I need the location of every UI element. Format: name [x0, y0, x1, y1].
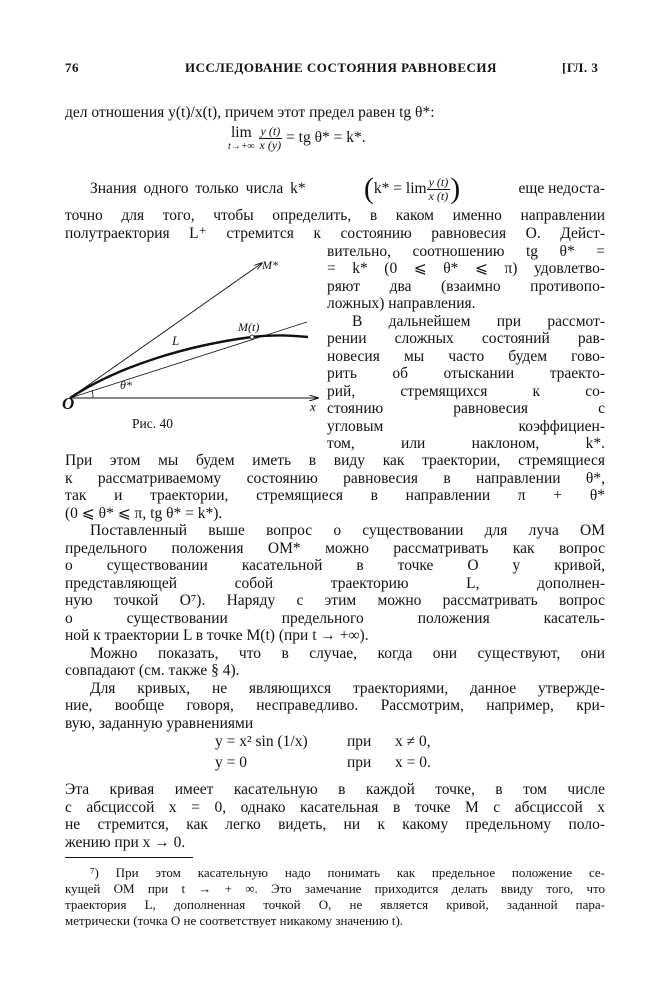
denominator: x (y) — [259, 137, 282, 152]
text-line: В дальнейшем при рассмот- — [352, 312, 605, 330]
text-line: предельного положения OM* можно рассматривать как вопрос — [65, 539, 605, 557]
text: еще недоста- — [518, 180, 605, 197]
paren: ( — [363, 172, 374, 205]
angle-arc — [92, 390, 93, 398]
text-line: о существовании предельного положения касатель- — [65, 609, 605, 627]
text-line: Поставленный выше вопрос о существовании для луча OM — [90, 522, 605, 539]
label-origin: O — [62, 394, 75, 413]
text-line: стоянию равновесия с — [327, 400, 605, 417]
text-line: ряют два (взаимно противопо- — [327, 277, 605, 295]
text-line: рий, стремящихся к со- — [327, 382, 605, 400]
secant-om — [70, 322, 307, 398]
footnote-line: ⁷) При этом касательную надо понимать как предельное положение се- — [90, 865, 605, 880]
text: k* = lim — [373, 180, 427, 197]
equation-word: при — [347, 733, 372, 750]
numerator: y (t) — [260, 123, 281, 138]
label-m-t: M(t) — [238, 320, 260, 334]
lim-text: lim — [230, 124, 252, 141]
trajectory-l — [70, 335, 308, 398]
numerator: y (t) — [428, 174, 449, 189]
lim-subscript: t→+∞ — [228, 141, 255, 152]
text-line: вую, заданную уравнениями — [65, 714, 254, 732]
text-line: ложных) направления. — [327, 295, 476, 312]
running-title: ИССЛЕДОВАНИЕ СОСТОЯНИЯ РАВНОВЕСИЯ — [185, 60, 497, 75]
text-line: = k* (0 ⩽ θ* ⩽ π) удовлетво- — [327, 260, 605, 277]
label-theta: θ* — [120, 378, 132, 392]
paren: ) — [450, 172, 461, 205]
text-line: При этом мы будем иметь в виду как траектории, стремящиеся — [65, 452, 605, 469]
text-line: ной к траектории L в точке M(t) (при t → +∞). — [65, 627, 369, 644]
text-line: представляющей собой траекторию L, дополнен- — [65, 574, 605, 592]
label-m-star: M* — [262, 258, 278, 272]
text-line: ние, вообще говоря, несправедливо. Рассмотрим, например, кри- — [65, 697, 605, 714]
point-mt — [250, 335, 254, 339]
text-line: том, или наклоном, k*. — [327, 435, 605, 452]
text-line: о существовании касательной в точке O у кривой, — [65, 557, 605, 574]
text-line: не стремится, как легко видеть, ни к какому предельному поло- — [65, 816, 605, 833]
text-line: полутраектория L⁺ стремится к состоянию равновесия O. Дейст- — [65, 225, 605, 242]
text-line: угловым коэффициен- — [327, 417, 605, 435]
text-line: рении сложных состояний рав- — [327, 330, 605, 347]
denominator: x (t) — [428, 188, 449, 203]
label-l: L — [172, 333, 180, 348]
page-number: 76 — [65, 60, 79, 75]
text-line: рить об отыскании траекто- — [327, 365, 605, 382]
footnote-line: траектория L, дополненная точкой O, не является кривой, заданной пара- — [65, 897, 605, 912]
text: Знания одного только числа k* — [90, 180, 306, 197]
figure-caption: Рис. 40 — [132, 416, 173, 431]
text-line: ную точкой O⁷). Наряду с этим можно рассматривать вопрос — [65, 592, 605, 609]
text-line: так и траектории, стремящиеся в направлении π + θ* — [65, 487, 605, 504]
text-line: дел отношения y(t)/x(t), причем этот предел равен tg θ*: — [65, 104, 435, 121]
text-line: к рассматриваемому состоянию равновесия в направлении θ*, — [65, 469, 605, 487]
equation-word: при — [347, 754, 372, 771]
footnote-line: кущей OM при t → + ∞. Это замечание приходится делать ввиду того, что — [65, 881, 605, 896]
text-line: вительно, соотношению tg θ* = — [327, 242, 605, 260]
text-line: Можно показать, что в случае, когда они существуют, они — [90, 644, 605, 662]
text-line: совпадают (см. также § 4). — [65, 662, 240, 679]
footnote-line: метрически (точка O не соответствует никакому значению t). — [65, 913, 404, 928]
text-line: жению при x → 0. — [65, 833, 186, 851]
text-line: Для кривых, не являющихся траекториями, данное утвержде- — [90, 679, 605, 697]
label-x: x — [310, 399, 316, 414]
text-line: точно для того, чтобы определить, в каком именно направлении — [65, 207, 605, 224]
equation-lhs: y = x² sin (1/x) — [215, 733, 308, 750]
equation-lhs: y = 0 — [215, 754, 247, 771]
equation-condition: x ≠ 0, — [395, 733, 431, 750]
text-line: Эта кривая имеет касательную в каждой точке, в том числе — [65, 781, 605, 798]
equation-condition: x = 0. — [395, 754, 431, 771]
text-line: с абсциссой x = 0, однако касательная в точке M с абсциссой x — [65, 798, 605, 816]
text-line: новесия мы часто будем гово- — [327, 347, 605, 365]
footnote-rule — [65, 857, 193, 858]
formula-rest: = tg θ* = k*. — [286, 129, 366, 146]
ray-om-star — [70, 263, 262, 398]
text-line: (0 ⩽ θ* ⩽ π, tg θ* = k*). — [65, 504, 223, 522]
chapter-label: [ГЛ. 3 — [562, 60, 599, 75]
